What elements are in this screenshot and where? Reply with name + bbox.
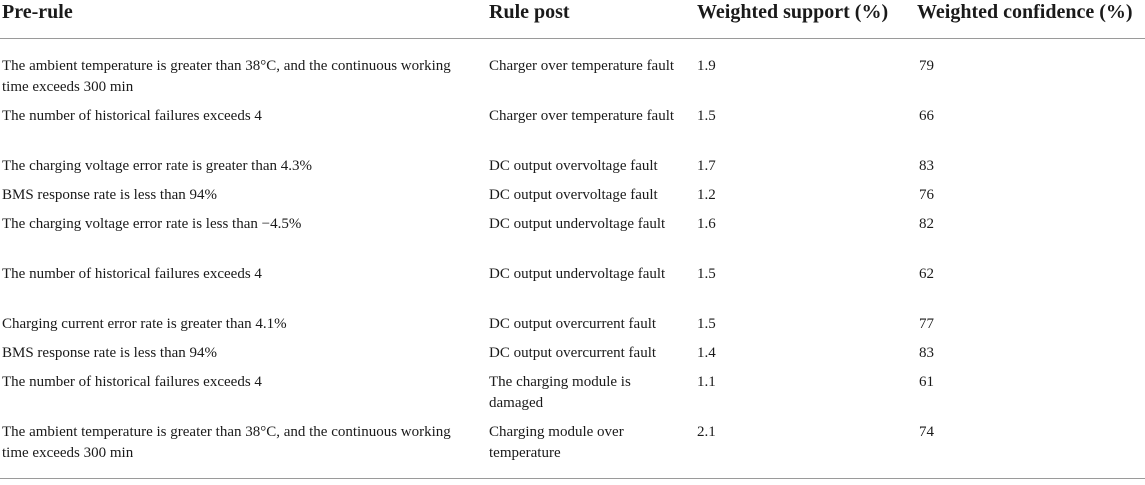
header-pre-rule-label: Pre-rule — [2, 1, 73, 23]
header-weighted-confidence-label: Weighted confidence (%) — [917, 1, 1133, 23]
header-row — [0, 0, 1145, 39]
cell-weighted-confidence: 83 — [919, 345, 934, 361]
header-rule-post — [489, 0, 697, 39]
cell-weighted-confidence: 62 — [919, 266, 934, 282]
cell-weighted-support: 1.4 — [697, 345, 716, 361]
header-rule-post-label: Rule post — [489, 1, 570, 23]
cell-weighted-support: 1.1 — [697, 374, 716, 390]
cell-weighted-confidence: 76 — [919, 187, 934, 203]
cell-rule-post: Charging module over temperature — [489, 422, 697, 479]
cell-pre-rule: The charging voltage error rate is less than −4.5% — [2, 216, 302, 232]
cell-weighted-confidence: 82 — [919, 216, 934, 232]
cell-weighted-confidence: 61 — [919, 374, 934, 390]
cell-pre-rule: Charging current error rate is greater than 4.1% — [2, 316, 287, 332]
cell-pre-rule: The number of historical failures exceeds 4 — [2, 266, 262, 282]
cell-rule-post: Charger over temperature fault — [489, 58, 675, 74]
cell-rule-post: DC output undervoltage fault — [489, 266, 666, 282]
cell-rule-post: DC output overvoltage fault — [489, 187, 658, 203]
cell-pre-rule: The ambient temperature is greater than 38°C, and the continuous working time exceeds 300 min — [2, 58, 451, 95]
table-row — [0, 422, 1145, 479]
cell-weighted-support: 1.2 — [697, 187, 716, 203]
table-row — [0, 156, 1145, 185]
cell-rule-post: DC output overcurrent fault — [489, 316, 657, 332]
table-row — [0, 39, 1145, 107]
table-row — [0, 343, 1145, 372]
cell-pre-rule: The ambient temperature is greater than 38°C, and the continuous working time exceeds 300 min — [0, 422, 489, 479]
table-row — [0, 372, 1145, 422]
header-pre-rule — [0, 0, 489, 39]
table-row — [0, 214, 1145, 264]
cell-weighted-support: 2.1 — [697, 422, 917, 479]
cell-rule-post: Charger over temperature fault — [489, 108, 675, 124]
header-weighted-confidence — [917, 0, 1145, 39]
cell-weighted-confidence: 79 — [919, 58, 934, 74]
table-row — [0, 106, 1145, 156]
table-header — [0, 0, 1145, 39]
cell-weighted-support: 1.5 — [697, 266, 716, 282]
cell-weighted-support: 1.9 — [697, 58, 716, 74]
cell-pre-rule: The number of historical failures exceeds 4 — [2, 374, 262, 390]
table-row — [0, 314, 1145, 343]
cell-weighted-support: 1.6 — [697, 216, 716, 232]
cell-weighted-confidence: 77 — [919, 316, 934, 332]
cell-weighted-support: 1.5 — [697, 316, 716, 332]
cell-weighted-confidence: 74 — [917, 422, 1145, 479]
cell-rule-post: DC output overcurrent fault — [489, 345, 657, 361]
table-row — [0, 185, 1145, 214]
header-weighted-support — [697, 0, 917, 39]
table-row — [0, 264, 1145, 314]
cell-pre-rule: The number of historical failures exceeds 4 — [2, 108, 262, 124]
cell-rule-post: DC output overvoltage fault — [489, 158, 658, 174]
cell-weighted-confidence: 66 — [919, 108, 934, 124]
cell-rule-post: DC output undervoltage fault — [489, 216, 666, 232]
cell-rule-post: The charging module is damaged — [489, 374, 631, 411]
cell-weighted-confidence: 83 — [919, 158, 934, 174]
cell-pre-rule: BMS response rate is less than 94% — [2, 345, 217, 361]
cell-pre-rule: The charging voltage error rate is greater than 4.3% — [2, 158, 313, 174]
cell-weighted-support: 1.5 — [697, 108, 716, 124]
cell-weighted-support: 1.7 — [697, 158, 716, 174]
header-weighted-support-label: Weighted support (%) — [697, 1, 889, 23]
cell-pre-rule: BMS response rate is less than 94% — [2, 187, 217, 203]
table-body — [0, 39, 1145, 479]
